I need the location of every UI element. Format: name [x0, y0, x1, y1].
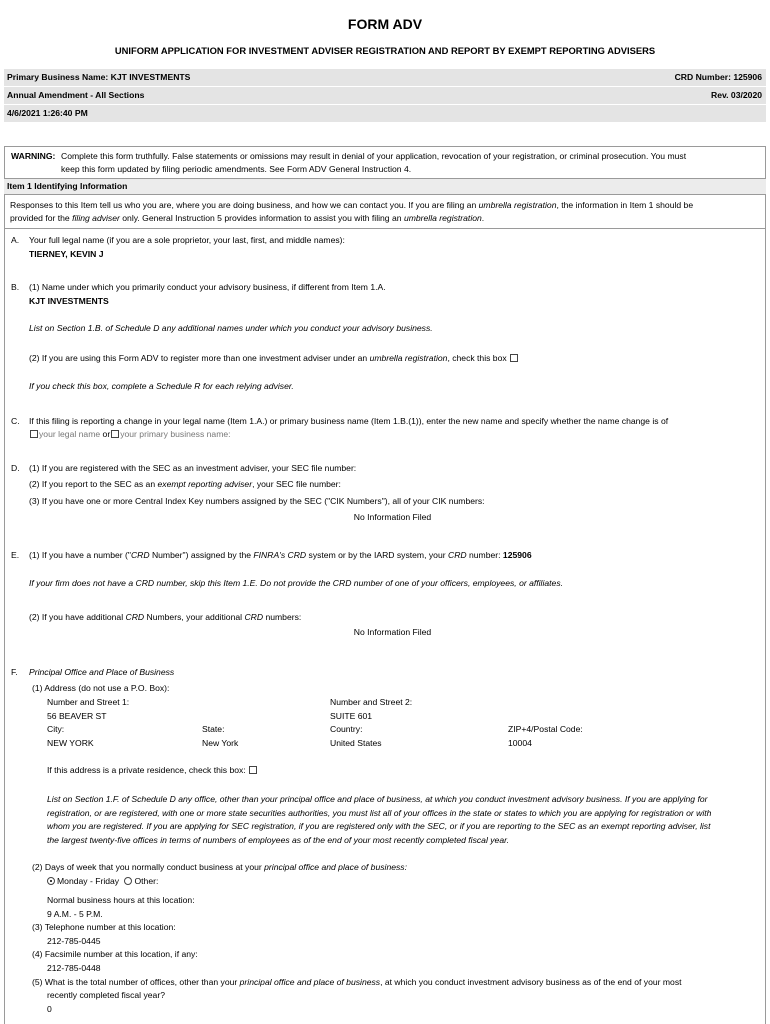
question-text: , your SEC file number: — [252, 479, 341, 489]
other-days-radio[interactable] — [124, 877, 132, 885]
question-text: (2) If you have additional — [29, 612, 126, 622]
item-d-letter: D. — [11, 463, 20, 473]
intro-term: umbrella registration — [478, 200, 557, 210]
monday-friday-radio[interactable] — [47, 877, 55, 885]
question-term: exempt reporting adviser — [157, 479, 253, 489]
question-text: Numbers, your additional — [144, 612, 245, 622]
question-term: CRD — [244, 612, 264, 622]
street2-value: SUITE 601 — [330, 711, 373, 721]
form-title: FORM ADV — [347, 16, 423, 32]
office-count-value: 0 — [47, 1004, 52, 1014]
telephone-value: 212-785-0445 — [47, 936, 101, 946]
question-term: umbrella registration — [369, 353, 448, 363]
item-b-letter: B. — [11, 282, 20, 292]
intro-text: Responses to this Item tell us who you are, where you are doing business, and how we can contact you. If you are filing an — [10, 200, 479, 210]
form-subtitle: UNIFORM APPLICATION FOR INVESTMENT ADVISER REGISTRATION AND REPORT BY EXEMPT REPORTING ADVISERS — [114, 45, 656, 56]
state-value: New York — [202, 738, 239, 748]
item-f-note-line4: the largest twenty-five offices in terms of numbers of employees as of the end of your most recently completed fiscal year. — [47, 835, 510, 845]
street1-value: 56 BEAVER ST — [47, 711, 107, 721]
question-text: number: — [466, 550, 503, 560]
item1-heading-bar — [4, 179, 766, 194]
item-f-question1: (1) Address (do not use a P.O. Box): — [32, 683, 170, 693]
item-c-question: If this filing is reporting a change in your legal name (Item 1.A.) or primary business name (Item 1.B.(1)), enter the new name and specify whether the name change is of — [29, 416, 669, 426]
additional-crd-value: No Information Filed — [353, 627, 432, 637]
intro-text: , the information in Item 1 should be — [556, 200, 694, 210]
business-hours-value: 9 A.M. - 5 P.M. — [47, 909, 103, 919]
state-label: State: — [202, 724, 225, 734]
business-name-option-label: your primary business name: — [120, 429, 231, 439]
item-e-question2 — [29, 612, 301, 623]
intro-term: filing adviser — [72, 213, 120, 223]
item-e-question1 — [29, 550, 532, 561]
street2-label: Number and Street 2: — [330, 697, 413, 707]
warning-block — [11, 151, 751, 174]
item-f-question3: (3) Telephone number at this location: — [32, 922, 176, 932]
item1-intro-line1 — [10, 200, 693, 211]
question-text: , at which you conduct investment advisory business as of the end of your most — [380, 977, 682, 987]
item-b-note2: If you check this box, complete a Schedule R for each relying adviser. — [29, 381, 294, 391]
question-text: (1) If you have a number (" — [29, 550, 131, 560]
question-term: CRD — [447, 550, 467, 560]
country-label: Country: — [330, 724, 363, 734]
primary-business-name: Primary Business Name: KJT INVESTMENTS — [7, 72, 191, 82]
legal-name-change-checkbox[interactable] — [30, 430, 38, 438]
legal-name-option-label: your legal name — [39, 429, 101, 439]
header-bar-timestamp — [4, 105, 766, 122]
city-value: NEW YORK — [47, 738, 94, 748]
business-name-value: KJT INVESTMENTS — [29, 296, 109, 306]
intro-term: umbrella registration — [403, 213, 482, 223]
divider — [4, 228, 766, 229]
intro-text: only. General Instruction 5 provides information to assist you with filing an — [119, 213, 404, 223]
item-b-question1: (1) Name under which you primarily conduct your advisory business, if different from Item 1.A. — [29, 282, 386, 292]
other-days-label: Other: — [134, 876, 159, 886]
question-text: (5) What is the total number of offices, other than your — [32, 977, 240, 987]
item-c-letter: C. — [11, 416, 20, 426]
warning-label: WARNING: — [11, 151, 56, 161]
item-a-letter: A. — [11, 235, 20, 245]
item-f-note-line2: registration, or are registered, with one or more state securities authorities, you must list all of your offices in the state or states to which you are applying for registration or with — [47, 808, 712, 818]
warning-line1: Complete this form truthfully. False statements or omissions may result in denial of your application, revocation of your registration, or criminal prosecution. You must — [61, 151, 687, 161]
item-f-heading: Principal Office and Place of Business — [29, 667, 175, 677]
item-f-question4: (4) Facsimile number at this location, if any: — [32, 949, 198, 959]
header-bar-amendment — [4, 87, 766, 104]
warning-line2: keep this form updated by filing periodic amendments. See Form ADV General Instruction 4. — [61, 164, 412, 174]
item-b-question2 — [29, 353, 519, 364]
item-f-question5-cont: recently completed fiscal year? — [47, 990, 165, 1000]
monday-friday-label: Monday - Friday — [57, 876, 120, 886]
question-text: , check this box — [447, 353, 507, 363]
private-residence-checkbox[interactable] — [249, 766, 257, 774]
question-term: CRD — [125, 612, 145, 622]
crd-number-value: 125906 — [502, 550, 532, 560]
item-d-question1: (1) If you are registered with the SEC as an investment adviser, your SEC file number: — [29, 463, 357, 473]
umbrella-registration-checkbox[interactable] — [510, 354, 518, 362]
item-f-letter: F. — [11, 667, 18, 677]
intro-text: . — [481, 213, 485, 223]
header-bar-business — [4, 69, 766, 86]
question-text: (2) Days of week that you normally conduct business at your — [32, 862, 265, 872]
question-text: If this address is a private residence, check this box: — [47, 765, 246, 775]
or-text: or — [102, 429, 111, 439]
item-e-letter: E. — [11, 550, 20, 560]
zip-label: ZIP+4/Postal Code: — [508, 724, 583, 734]
country-value: United States — [330, 738, 382, 748]
question-term: principal office and place of business: — [264, 862, 407, 872]
divider — [4, 194, 766, 195]
item-b-note1: List on Section 1.B. of Schedule D any additional names under which you conduct your advisory business. — [29, 323, 433, 333]
item-f-note-line1: List on Section 1.F. of Schedule D any office, other than your principal office and place of business, at which you conduct investment advisory business. If you are applying for — [47, 794, 708, 804]
item1-heading: Item 1 Identifying Information — [7, 181, 128, 191]
item-f-question5 — [32, 977, 682, 988]
business-days-options — [47, 876, 158, 887]
question-text: (2) If you are using this Form ADV to register more than one investment adviser under an — [29, 353, 370, 363]
question-text: Number") assigned by the — [149, 550, 254, 560]
cik-numbers-value: No Information Filed — [353, 512, 432, 522]
question-text: system or by the IARD system, your — [306, 550, 448, 560]
question-term: CRD — [130, 550, 150, 560]
item1-intro-line2 — [10, 213, 484, 224]
item-f-note-line3: whom you are registered. If you are applying for SEC registration, if you are registered only with the SEC, or if you are reporting to the SEC as an exempt reporting adviser, list — [47, 821, 711, 831]
revision-date: Rev. 03/2020 — [711, 90, 762, 100]
item-d-question2 — [29, 479, 341, 490]
city-label: City: — [47, 724, 65, 734]
name-change-options — [29, 429, 231, 440]
fax-value: 212-785-0448 — [47, 963, 101, 973]
item-a-question: Your full legal name (if you are a sole proprietor, your last, first, and middle names): — [29, 235, 345, 245]
item-f-question2 — [32, 862, 407, 873]
question-text: (2) If you report to the SEC as an — [29, 479, 158, 489]
private-residence-question — [47, 765, 258, 776]
question-term: principal office and place of business — [239, 977, 381, 987]
zip-value: 10004 — [508, 738, 532, 748]
question-text: numbers: — [263, 612, 302, 622]
filing-timestamp: 4/6/2021 1:26:40 PM — [7, 108, 88, 118]
business-hours-label: Normal business hours at this location: — [47, 895, 195, 905]
intro-text: provided for the — [10, 213, 73, 223]
business-name-change-checkbox[interactable] — [111, 430, 119, 438]
legal-name-value: TIERNEY, KEVIN J — [29, 249, 104, 259]
crd-number: CRD Number: 125906 — [674, 72, 762, 82]
street1-label: Number and Street 1: — [47, 697, 130, 707]
amendment-type: Annual Amendment - All Sections — [7, 90, 145, 100]
item-e-note1: If your firm does not have a CRD number, skip this Item 1.E. Do not provide the CRD number of one of your officers, employees, or affiliates. — [29, 578, 564, 588]
item-d-question3: (3) If you have one or more Central Index Key numbers assigned by the SEC ("CIK Numbers"), all of your CIK numbers: — [29, 496, 485, 506]
question-term: FINRA's CRD — [253, 550, 307, 560]
